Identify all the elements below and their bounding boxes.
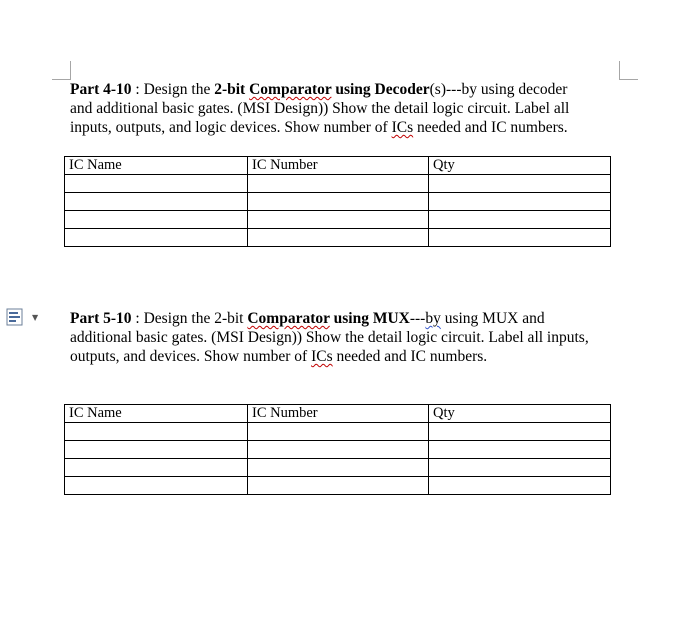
part5-text-mux: using MUX and [440,310,545,327]
part5-line-2: additional basic gates. (MSI Design)) Show the detail logic circuit. Label all inputs, [70,329,589,346]
table-cell[interactable] [65,477,248,495]
table-cell[interactable] [429,459,611,477]
table-cell[interactable] [429,441,611,459]
header-ic-name[interactable]: IC Name [65,157,248,175]
part4-line3-text: inputs, outputs, and logic devices. Show number of [70,119,392,136]
table-row [65,477,611,495]
part4-text: Design the [143,81,215,98]
part4-line-1 [70,80,630,99]
part4-bold-decoder: using Decoder [331,81,430,98]
table-row [65,229,611,247]
header-qty[interactable]: Qty [429,157,611,175]
part4-ics: ICs [391,119,414,136]
header-ic-number[interactable]: IC Number [248,157,429,175]
part5-bold-comparator: Comparator [247,310,330,327]
part5-by: by [425,310,441,327]
table-cell[interactable] [248,193,429,211]
part4-paragraph [70,80,630,137]
table-cell[interactable] [429,229,611,247]
part5-ics: ICs [311,348,333,365]
table-cell[interactable] [429,477,611,495]
table-cell[interactable] [248,175,429,193]
ic-table-part4 [64,156,611,247]
part4-separator: : [131,81,144,98]
table-header-row [65,157,611,175]
part5-line-1 [70,309,630,328]
header-qty[interactable]: Qty [429,405,611,423]
part5-bold-mux: using MUX [329,310,410,327]
part5-line-3 [70,347,630,366]
table-row [65,441,611,459]
dropdown-arrow-icon[interactable]: ▼ [32,313,39,322]
table-row [65,459,611,477]
table-row [65,211,611,229]
table-cell[interactable] [65,459,248,477]
part5-text: Design the 2-bit [143,310,248,327]
table-cell[interactable] [65,229,248,247]
table-cell[interactable] [65,193,248,211]
table-cell[interactable] [65,441,248,459]
table-header-row [65,405,611,423]
table-cell[interactable] [429,193,611,211]
table-cell[interactable] [429,423,611,441]
part5-dashes: --- [409,310,426,327]
part4-line-2: and additional basic gates. (MSI Design)) Show the detail logic circuit. Label all [70,100,570,117]
table-cell[interactable] [248,459,429,477]
table-row [65,193,611,211]
ic-table-part5 [64,404,611,495]
header-ic-name[interactable]: IC Name [65,405,248,423]
table-cell[interactable] [65,211,248,229]
part4-text-decoder: (s)---by using decoder [429,81,568,98]
part4-label: Part 4-10 [70,81,132,98]
table-cell[interactable] [65,175,248,193]
document-options-icon[interactable] [6,308,28,326]
table-cell[interactable] [248,211,429,229]
part5-label: Part 5-10 [70,310,132,327]
page-corner-mark-top-left [52,61,71,80]
table-cell[interactable] [429,211,611,229]
table-cell[interactable] [248,423,429,441]
table-cell[interactable] [429,175,611,193]
part5-line3-text: outputs, and devices. Show number of [70,348,312,365]
part5-line3-end: needed and IC numbers. [332,348,488,365]
table-cell[interactable] [248,441,429,459]
part4-line3-end: needed and IC numbers. [413,119,568,136]
table-row [65,175,611,193]
table-cell[interactable] [248,229,429,247]
table-cell[interactable] [248,477,429,495]
part5-paragraph [70,309,630,366]
header-ic-number[interactable]: IC Number [248,405,429,423]
part4-line-3 [70,118,630,137]
table-cell[interactable] [65,423,248,441]
part5-separator: : [131,310,144,327]
part4-bold-comparator: Comparator [249,81,332,98]
page-corner-mark-top-right [619,61,638,80]
part4-bold-2bit: 2-bit [214,81,250,98]
table-row [65,423,611,441]
